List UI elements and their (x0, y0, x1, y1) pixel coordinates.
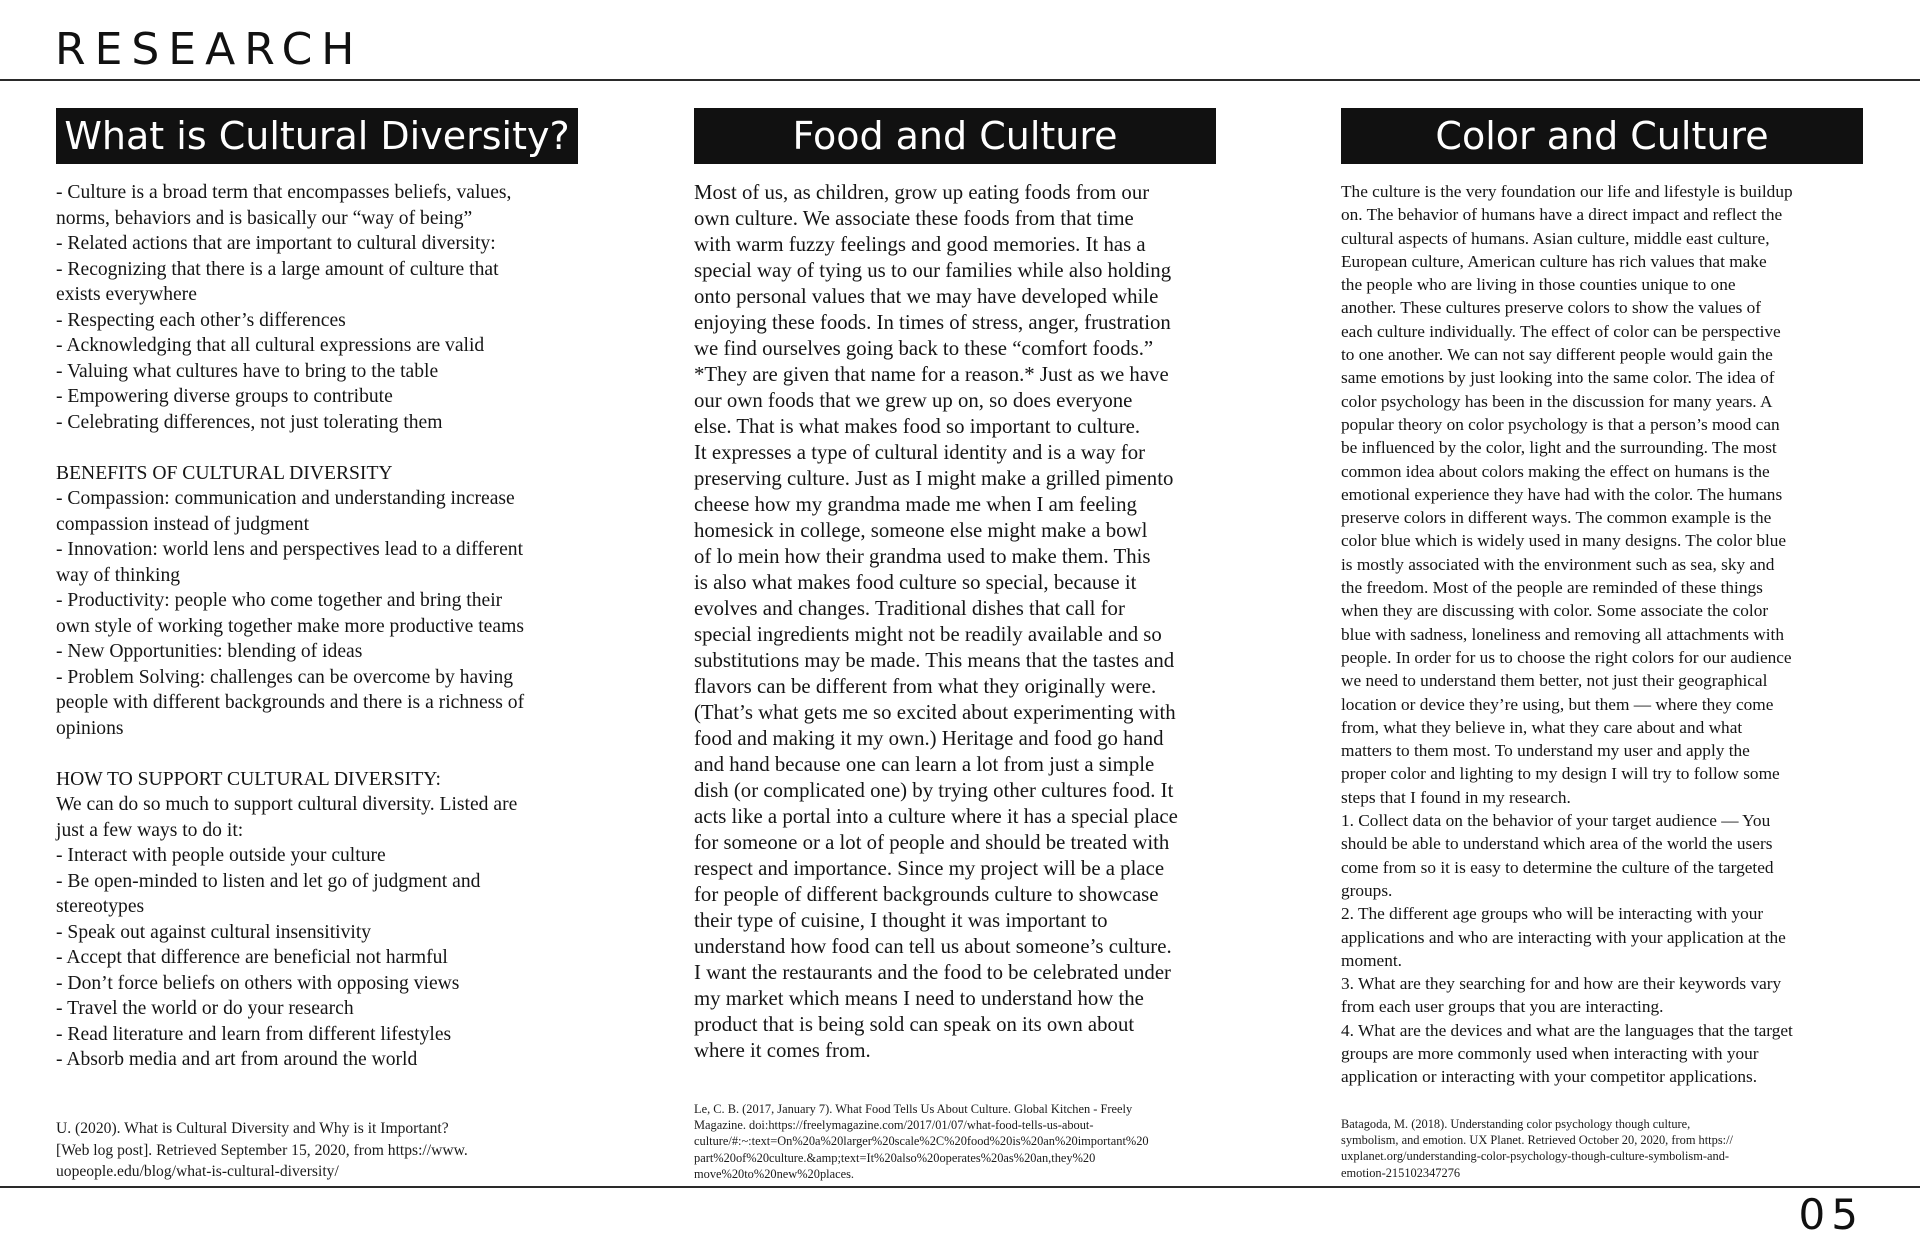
text-line: else. That is what makes food so important to culture. (694, 415, 1141, 438)
column-body (694, 180, 1216, 1064)
column-food-culture (694, 108, 1216, 1064)
text-line: with warm fuzzy feelings and good memories. It has a (694, 233, 1146, 256)
text-line: applications and who are interacting with your application at the (1341, 927, 1786, 947)
text-line: and hand because one can learn a lot from just a simple (694, 753, 1155, 776)
text-line: preserving culture. Just as I might make a grilled pimento (694, 467, 1174, 490)
text-line: opinions (56, 717, 124, 739)
text-line: *They are given that name for a reason.* Just as we have (694, 363, 1169, 386)
text-line: respect and importance. Since my project will be a place (694, 857, 1165, 880)
reference-citation (694, 1101, 1224, 1182)
text-line: steps that I found in my research. (1341, 787, 1571, 807)
text-line: norms, behaviors and is basically our “way of being” (56, 207, 473, 229)
text-line: another. These cultures preserve colors to show the values of (1341, 298, 1762, 318)
text-line: groups are more commonly used when interacting with your (1341, 1043, 1759, 1063)
text-line: to one another. We can not say different people would gain the (1341, 345, 1773, 365)
text-line: U. (2020). What is Cultural Diversity and Why is it Important? (56, 1120, 449, 1137)
text-line: I want the restaurants and the food to be celebrated under (694, 961, 1171, 984)
text-line: - Read literature and learn from different lifestyles (56, 1023, 452, 1045)
text-line: understand how food can tell us about someone’s culture. (694, 935, 1172, 958)
text-line: - Travel the world or do your research (56, 998, 354, 1019)
reference-citation (1341, 1116, 1881, 1181)
text-line: the freedom. Most of the people are reminded of these things (1341, 578, 1763, 598)
text-line: from each user groups that you are interacting. (1341, 997, 1664, 1017)
paragraph-gap (56, 435, 578, 461)
text-line: enjoying these foods. In times of stress, anger, frustration (694, 311, 1171, 334)
text-line: the people who are living in those counties unique to one (1341, 275, 1736, 295)
text-line: symbolism, and emotion. UX Planet. Retrieved October 20, 2020, from https:// (1341, 1133, 1733, 1148)
paragraph-gap (56, 741, 578, 767)
text-line: (That’s what gets me so excited about experimenting with (694, 701, 1176, 724)
text-line: special ingredients might not be readily available and so (694, 623, 1162, 646)
column-title: What is Cultural Diversity? (56, 108, 578, 164)
column-title: Color and Culture (1341, 108, 1863, 164)
text-line: food and making it my own.) Heritage and food go hand (694, 727, 1164, 750)
text-line: - Interact with people outside your culture (56, 845, 386, 866)
page-number: 05 (1798, 1190, 1864, 1239)
text-line: color blue which is widely used in many designs. The color blue (1341, 531, 1787, 551)
footer-divider (0, 1186, 1920, 1188)
text-line: - Problem Solving: challenges can be overcome by having (56, 666, 514, 688)
text-line: - Empowering diverse groups to contribute (56, 386, 393, 407)
text-line: - Be open-minded to listen and let go of judgment and (56, 870, 481, 892)
text-line: - Recognizing that there is a large amount of culture that (56, 258, 499, 280)
text-line: proper color and lighting to my design I will try to follow some (1341, 764, 1780, 784)
text-line: uxplanet.org/understanding-color-psychology-though-culture-symbolism-and- (1341, 1149, 1730, 1164)
column-cultural-diversity (56, 108, 578, 1073)
text-line: Most of us, as children, grow up eating foods from our (694, 181, 1150, 204)
text-line: acts like a portal into a culture where it has a special place (694, 805, 1178, 828)
text-line: color psychology has been in the discussion for many years. A (1341, 391, 1773, 411)
text-line: matters to them most. To understand my user and apply the (1341, 741, 1750, 761)
column-body (56, 180, 578, 1073)
text-line: compassion instead of judgment (56, 513, 310, 535)
text-line: The culture is the very foundation our life and lifestyle is buildup (1341, 182, 1793, 201)
text-line: - Absorb media and art from around the world (56, 1049, 418, 1070)
page-heading: RESEARCH (55, 24, 364, 75)
text-line: - Don’t force beliefs on others with opposing views (56, 972, 460, 994)
text-line: common idea about colors making the effect on humans is the (1341, 461, 1770, 481)
text-line: we need to understand them better, not just their geographical (1341, 671, 1768, 691)
text-line: - Respecting each other’s differences (56, 309, 346, 331)
text-line: application or interacting with your competitor applications. (1341, 1067, 1758, 1087)
text-line: cheese how my grandma made me when I am feeling (694, 493, 1137, 516)
text-line: stereotypes (56, 896, 145, 917)
text-line: Le, C. B. (2017, January 7). What Food Tells Us About Culture. Global Kitchen - Freely (694, 1102, 1133, 1116)
text-line: own style of working together make more productive teams (56, 615, 524, 637)
text-line: - Related actions that are important to cultural diversity: (56, 233, 496, 254)
text-line: - Speak out against cultural insensitivity (56, 921, 372, 943)
text-line: we find ourselves going back to these “comfort foods.” (694, 337, 1154, 360)
text-line: move%20to%20new%20places. (694, 1166, 855, 1181)
column-color-culture (1341, 108, 1863, 1089)
text-line: 4. What are the devices and what are the languages that the target (1341, 1020, 1793, 1040)
text-line: exists everywhere (56, 284, 197, 305)
text-line: people with different backgrounds and there is a richness of (56, 692, 525, 713)
text-line: - Innovation: world lens and perspectives lead to a different (56, 539, 524, 560)
text-line: location or device they’re using, but them — where they come (1341, 694, 1774, 714)
text-line: 1. Collect data on the behavior of your target audience — You (1341, 811, 1771, 831)
text-line: - Culture is a broad term that encompasses beliefs, values, (56, 182, 512, 203)
text-line: emotional experience they have had with the color. The humans (1341, 484, 1783, 504)
text-line: culture/#:~:text=On%20a%20larger%20scale%2C%20food%20is%20an%20important%20 (694, 1134, 1149, 1149)
text-line: HOW TO SUPPORT CULTURAL DIVERSITY: (56, 768, 441, 790)
text-line: It expresses a type of cultural identity and is a way for (694, 441, 1146, 464)
text-line: for someone or a lot of people and should be treated with (694, 831, 1170, 854)
text-line: special way of tying us to our families while also holding (694, 259, 1172, 282)
text-line: - Acknowledging that all cultural expressions are valid (56, 335, 485, 356)
text-line: preserve colors in different ways. The common example is the (1341, 508, 1772, 528)
text-line: people. In order for us to choose the right colors for our audience (1341, 647, 1792, 667)
text-line: 3. What are they searching for and how are their keywords vary (1341, 974, 1782, 994)
text-line: my market which means I need to understand how the (694, 987, 1144, 1010)
text-line: evolves and changes. Traditional dishes that call for (694, 597, 1125, 620)
column-body (1341, 180, 1863, 1089)
text-line: uopeople.edu/blog/what-is-cultural-diversity/ (56, 1163, 339, 1180)
text-line: [Web log post]. Retrieved September 15, 2020, from https://www. (56, 1141, 468, 1159)
reference-citation (56, 1118, 576, 1183)
text-line: flavors can be different from what they originally were. (694, 675, 1157, 698)
column-title: Food and Culture (694, 108, 1216, 164)
text-line: product that is being sold can speak on its own about (694, 1013, 1135, 1036)
header-divider (0, 79, 1920, 81)
text-line: when they are discussing with color. Some associate the color (1341, 601, 1769, 621)
text-line: BENEFITS OF CULTURAL DIVERSITY (56, 462, 393, 484)
text-line: for people of different backgrounds culture to showcase (694, 883, 1159, 906)
text-line: own culture. We associate these foods from that time (694, 207, 1134, 230)
text-line: cultural aspects of humans. Asian culture, middle east culture, (1341, 228, 1770, 248)
text-line: of lo mein how their grandma used to make them. This (694, 545, 1151, 568)
text-line: on. The behavior of humans have a direct impact and reflect the (1341, 205, 1783, 225)
text-line: where it comes from. (694, 1039, 871, 1062)
text-line: dish (or complicated one) by trying other cultures food. It (694, 779, 1174, 802)
text-line: We can do so much to support cultural diversity. Listed are (56, 794, 518, 815)
text-line: - Celebrating differences, not just tolerating them (56, 411, 443, 433)
text-line: substitutions may be made. This means that the tastes and (694, 649, 1175, 672)
text-line: their type of cuisine, I thought it was important to (694, 909, 1108, 932)
text-line: Batagoda, M. (2018). Understanding color psychology though culture, (1341, 1117, 1691, 1131)
text-line: just a few ways to do it: (56, 819, 244, 841)
text-line: same emotions by just looking into the same color. The idea of (1341, 368, 1775, 388)
text-line: is mostly associated with the environment such as sea, sky and (1341, 554, 1775, 574)
text-line: our own foods that we grew up on, so does everyone (694, 389, 1133, 412)
text-line: - Valuing what cultures have to bring to the table (56, 360, 439, 382)
text-line: from, what they believe in, what they care about and what (1341, 717, 1743, 737)
text-line: 2. The different age groups who will be interacting with your (1341, 904, 1764, 924)
text-line: moment. (1341, 950, 1402, 970)
text-line: be influenced by the color, light and the surrounding. The most (1341, 438, 1777, 458)
text-line: Magazine. doi:https://freelymagazine.com/2017/01/07/what-food-tells-us-about- (694, 1118, 1094, 1133)
text-line: part%20of%20culture.&amp;text=It%20also%20operates%20as%20an,they%20 (694, 1150, 1096, 1165)
text-line: popular theory on color psychology is that a person’s mood can (1341, 414, 1780, 434)
text-line: come from so it is easy to determine the culture of the targeted (1341, 857, 1774, 877)
text-line: - Productivity: people who come together and bring their (56, 590, 503, 611)
text-line: blue with sadness, loneliness and removing all attachments with (1341, 624, 1784, 644)
text-line: - New Opportunities: blending of ideas (56, 641, 363, 662)
text-line: each culture individually. The effect of color can be perspective (1341, 321, 1781, 341)
text-line: groups. (1341, 880, 1393, 900)
text-line: should be able to understand which area of the world the users (1341, 834, 1773, 854)
text-line: emotion-215102347276 (1341, 1165, 1461, 1180)
text-line: is also what makes food culture so special, because it (694, 571, 1137, 594)
text-line: onto personal values that we may have developed while (694, 285, 1159, 308)
text-line: homesick in college, someone else might make a bowl (694, 519, 1148, 542)
text-line: way of thinking (56, 564, 181, 586)
text-line: - Compassion: communication and understanding increase (56, 488, 515, 509)
text-line: European culture, American culture has rich values that make (1341, 251, 1767, 271)
text-line: - Accept that difference are beneficial not harmful (56, 947, 448, 968)
